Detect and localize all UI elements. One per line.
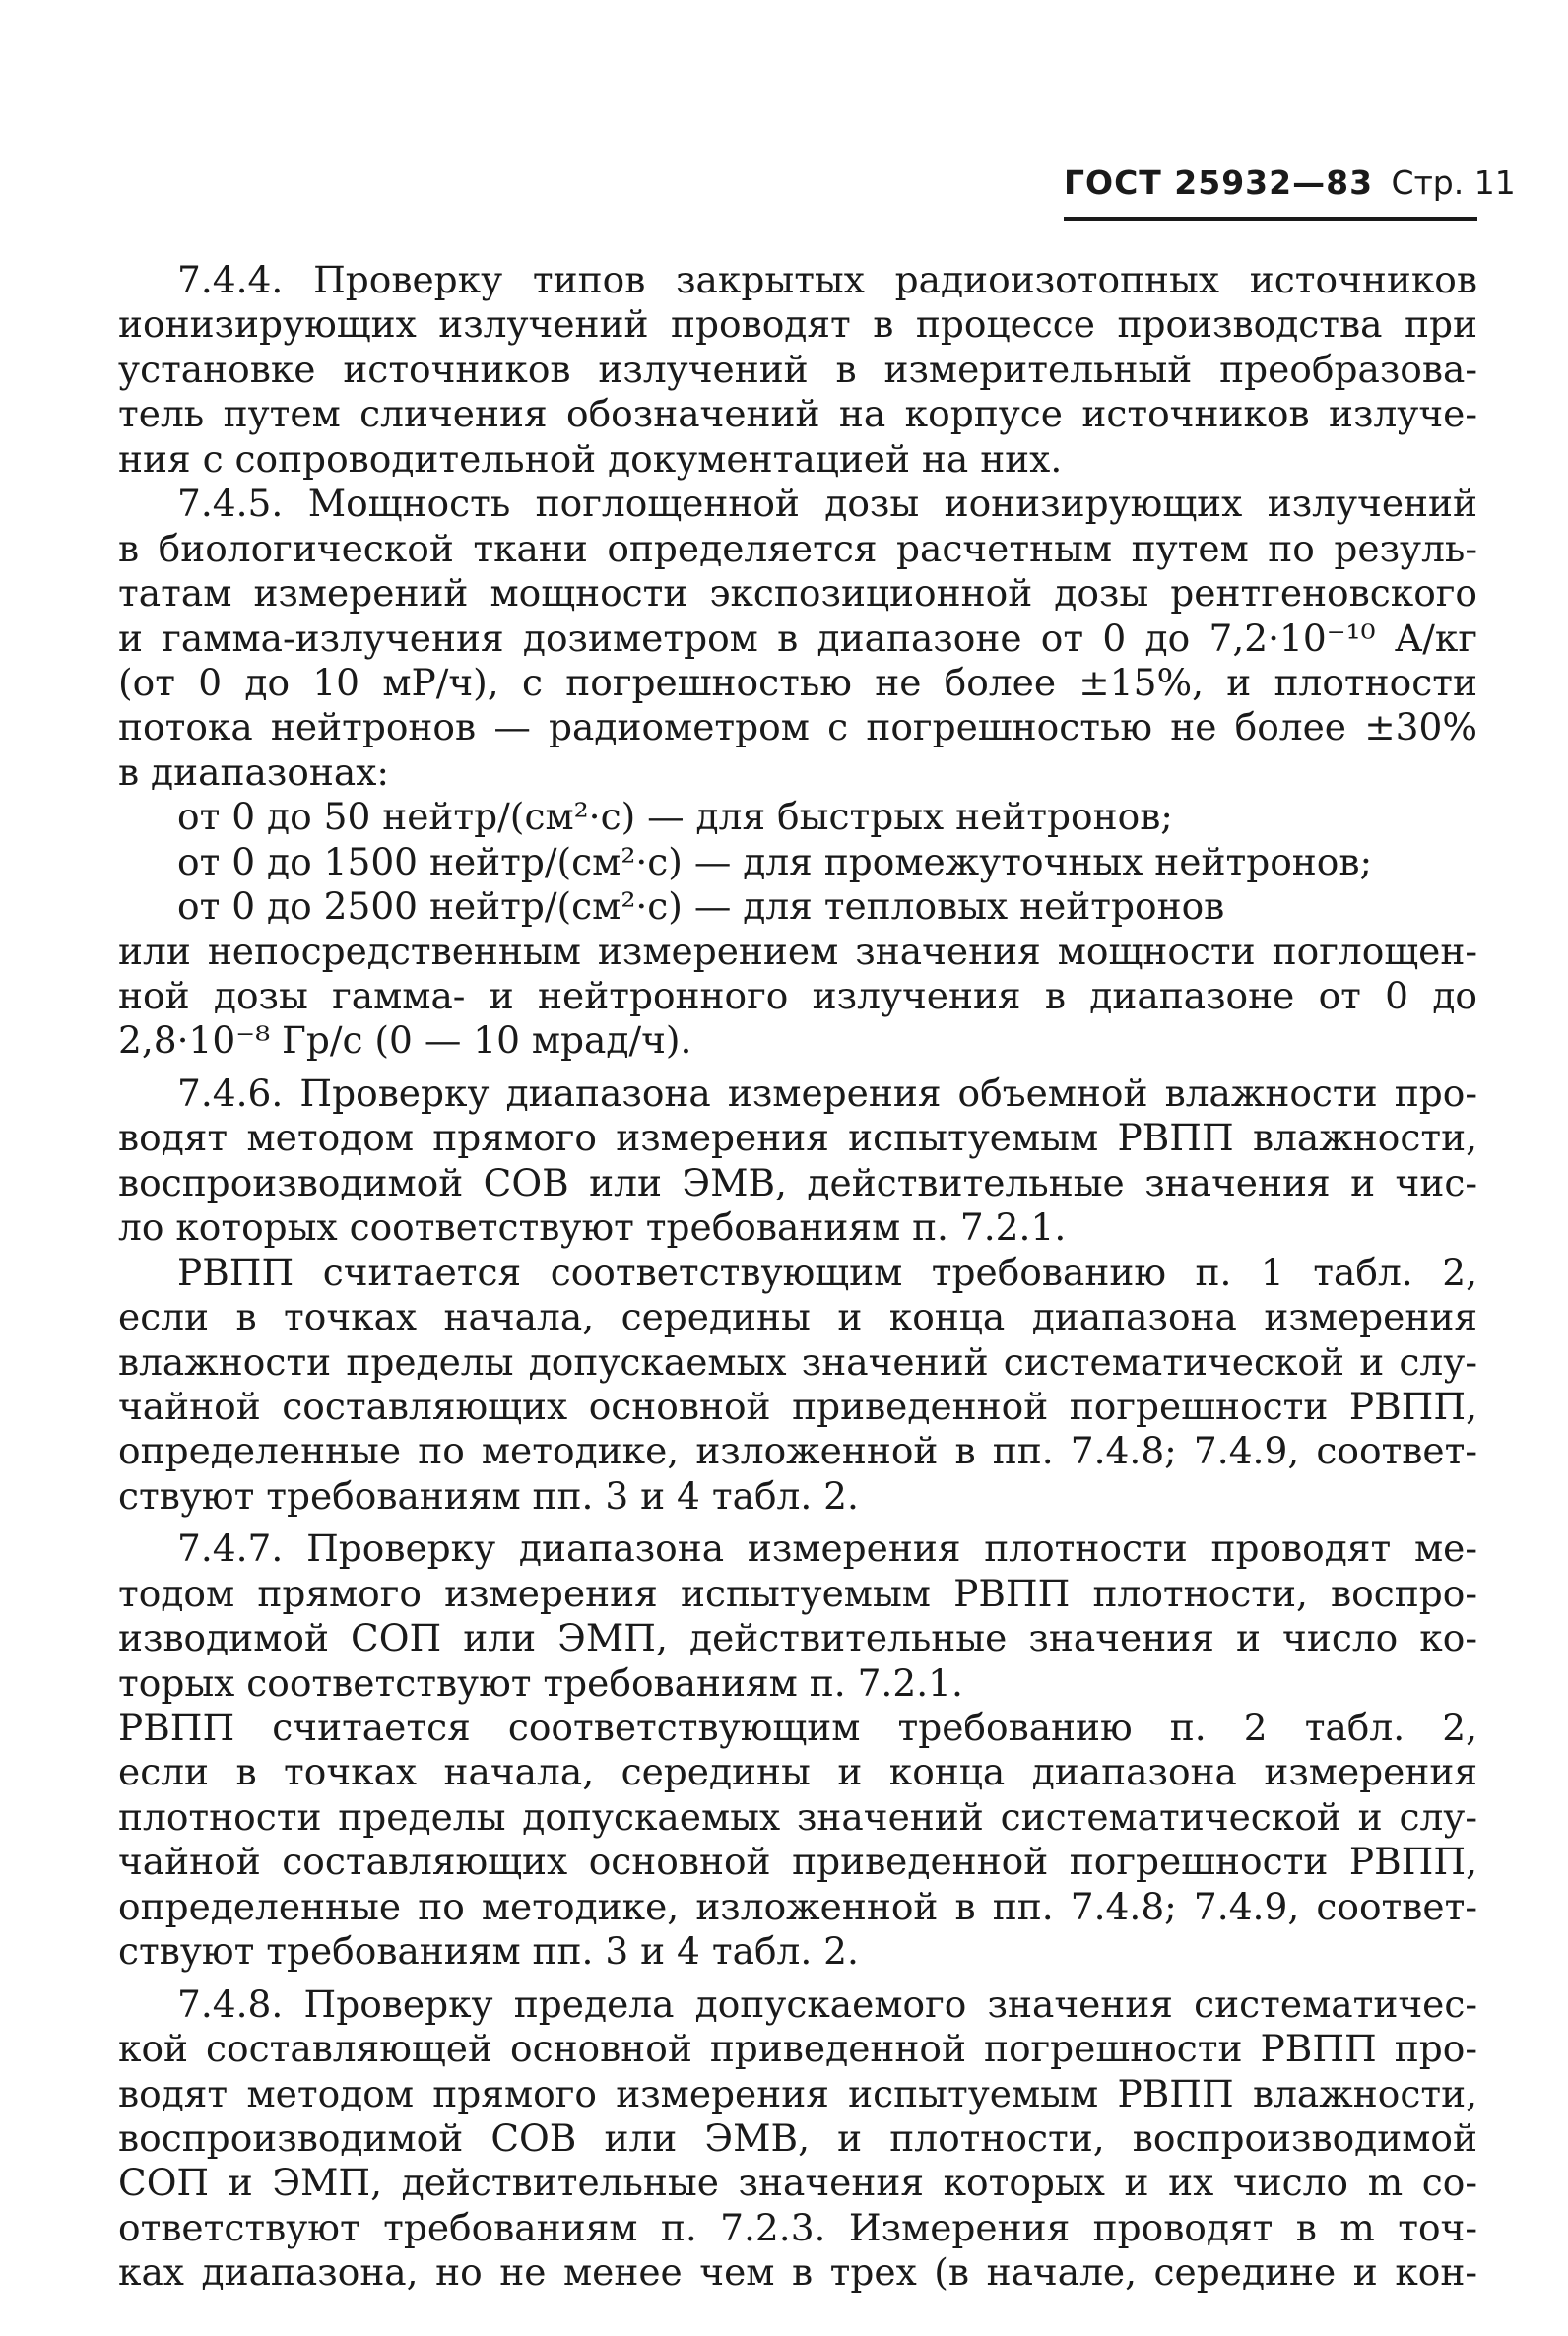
text-line: (от 0 до 10 мР/ч), с погрешностью не более ±15%, и плотности (118, 660, 1477, 704)
text-line: если в точках начала, середины и конца диапазона измерения (118, 1750, 1477, 1794)
text-line: чайной составляющих основной приведенной погрешности РВПП, (118, 1384, 1477, 1428)
text-line: влажности пределы допускаемых значений систематической и слу- (118, 1339, 1477, 1384)
text-line: ствуют требованиям пп. 3 и 4 табл. 2. (118, 1929, 859, 1974)
text-line: татам измерений мощности экспозиционной дозы рентгеновского (118, 571, 1477, 616)
text-line: 2,8·10⁻⁸ Гр/с (0 — 10 мрад/ч). (118, 1018, 692, 1063)
text-line: изводимой СОП или ЭМП, действительные значения и число ко- (118, 1616, 1477, 1660)
text-line: 7.4.8. Проверку предела допускаемого значения систематичес- (177, 1981, 1477, 2026)
text-line: ствуют требованиям пп. 3 и 4 табл. 2. (118, 1473, 859, 1518)
text-line: плотности пределы допускаемых значений систематической и слу- (118, 1794, 1477, 1839)
text-line: если в точках начала, середины и конца диапазона измерения (118, 1295, 1477, 1339)
text-line: от 0 до 2500 нейтр/(см²·с) — для тепловых нейтронов (177, 884, 1225, 929)
text-line: водят методом прямого измерения испытуемым РВПП влажности, (118, 1116, 1477, 1160)
standard-code: ГОСТ 25932—83 (1064, 163, 1374, 202)
text-line: воспроизводимой СОВ или ЭМВ, действительные значения и чис- (118, 1160, 1477, 1204)
text-line: определенные по методике, изложенной в пп. 7.4.8; 7.4.9, соответ- (118, 1429, 1477, 1473)
text-line: чайной составляющих основной приведенной погрешности РВПП, (118, 1840, 1477, 1884)
text-line: определенные по методике, изложенной в пп. 7.4.8; 7.4.9, соответ- (118, 1884, 1477, 1928)
text-line: РВПП считается соответствующим требованию п. 1 табл. 2, (177, 1250, 1477, 1294)
text-line: ло которых соответствуют требованиям п. 7.2.1. (118, 1205, 1067, 1250)
text-line: ной дозы гамма- и нейтронного излучения в диапазоне от 0 до (118, 974, 1477, 1017)
page-number: Стр. 11 (1391, 163, 1516, 202)
text-line: РВПП считается соответствующим требованию п. 2 табл. 2, (118, 1706, 1477, 1749)
page-header (1064, 160, 1516, 221)
text-line: в диапазонах: (118, 749, 389, 794)
text-line: потока нейтронов — радиометром с погрешностью не более ±30% (118, 705, 1477, 749)
text-line: ния с сопроводительной документацией на них. (118, 436, 1063, 481)
text-line: 7.4.4. Проверку типов закрытых радиоизотопных источников (177, 258, 1477, 301)
text-line: 7.4.7. Проверку диапазона измерения плотности проводят ме- (177, 1526, 1477, 1571)
text-line: тодом прямого измерения испытуемым РВПП плотности, воспро- (118, 1571, 1477, 1615)
text-line: или непосредственным измерением значения мощности поглощен- (118, 929, 1477, 973)
text-line: кой составляющей основной приведенной погрешности РВПП про- (118, 2027, 1477, 2071)
document-body (118, 258, 1477, 2296)
text-line: тель путем сличения обозначений на корпусе источников излуче- (118, 392, 1477, 436)
text-line: и гамма-излучения дозиметром в диапазоне от 0 до 7,2·10⁻¹⁰ А/кг (118, 616, 1477, 660)
text-line: ответствуют требованиям п. 7.2.3. Измерения проводят в m точ- (118, 2205, 1477, 2249)
text-line: ках диапазона, но не менее чем в трех (в начале, середине и кон- (118, 2250, 1477, 2295)
text-line: 7.4.5. Мощность поглощенной дозы ионизирующих излучений (177, 482, 1477, 526)
text-line: торых соответствуют требованиям п. 7.2.1. (118, 1660, 963, 1705)
text-line: СОП и ЭМП, действительные значения которых и их число m со- (118, 2161, 1477, 2205)
text-line: воспроизводимой СОВ или ЭМВ, и плотности, воспроизводимой (118, 2115, 1477, 2160)
text-line: от 0 до 50 нейтр/(см²·с) — для быстрых нейтронов; (177, 795, 1173, 839)
text-line: ионизирующих излучений проводят в процессе производства при (118, 302, 1477, 347)
text-line: 7.4.6. Проверку диапазона измерения объемной влажности про- (177, 1071, 1477, 1115)
text-line: водят методом прямого измерения испытуемым РВПП влажности, (118, 2071, 1477, 2115)
text-line: от 0 до 1500 нейтр/(см²·с) — для промежуточных нейтронов; (177, 839, 1373, 883)
text-line: установке источников излучений в измерительный преобразова- (118, 347, 1477, 391)
text-line: в биологической ткани определяется расчетным путем по резуль- (118, 526, 1477, 570)
